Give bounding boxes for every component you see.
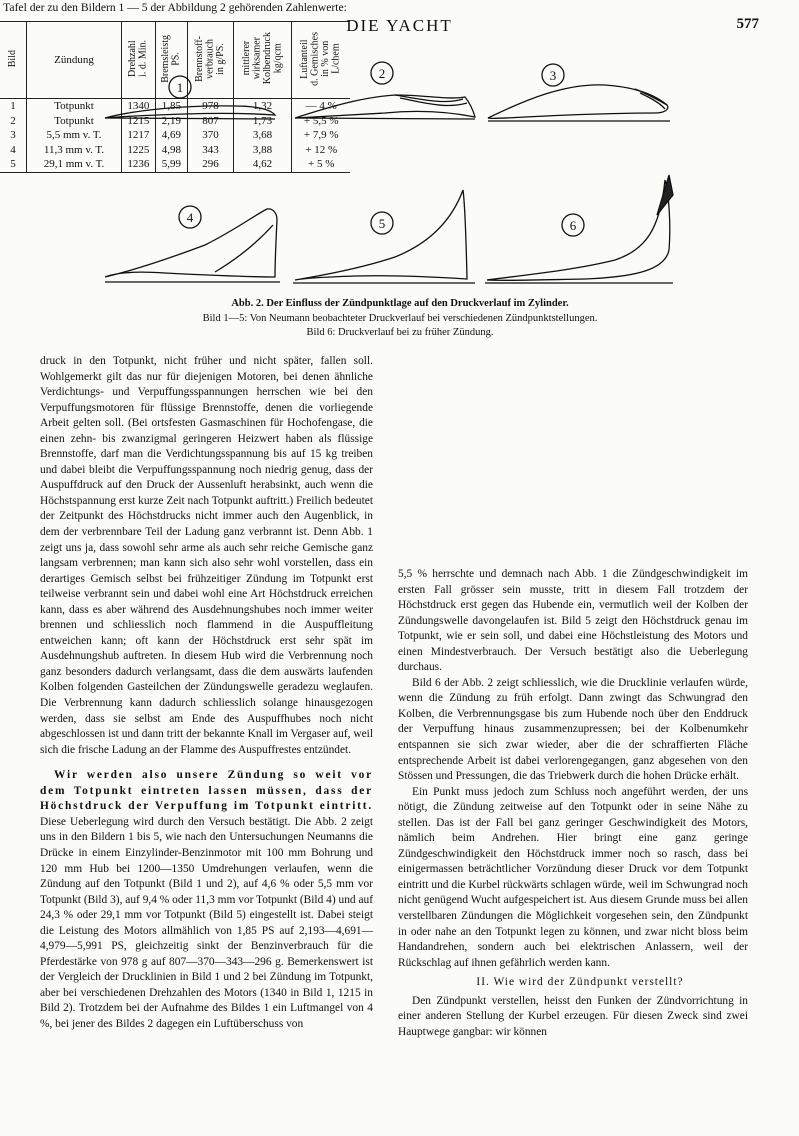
table-cell: 1,73 bbox=[233, 114, 292, 129]
section-heading: II. Wie wird der Zündpunkt verstellt? bbox=[476, 976, 684, 989]
paragraph bbox=[40, 768, 373, 1032]
diagram-5-curve bbox=[295, 190, 467, 280]
right-column bbox=[398, 567, 748, 1040]
table-cell: 4 bbox=[10, 143, 16, 156]
header-label: mittlerer wirksamer Kolbendruck kg/qcm bbox=[240, 32, 284, 85]
table-cell: 5,5 mm v. T. bbox=[27, 128, 122, 143]
table-cell: 1340 bbox=[122, 99, 156, 114]
left-column bbox=[40, 354, 373, 1033]
table-cell: 2,19 bbox=[155, 114, 187, 129]
diagram-1-label: 1 bbox=[176, 80, 184, 95]
diagram-5-label: 5 bbox=[378, 216, 386, 231]
diagram-2-baseline bbox=[295, 118, 475, 119]
table-cell: + 12 % bbox=[292, 143, 350, 158]
figure-caption bbox=[40, 297, 760, 341]
caption-line-2: Bild 1—5: Von Neumann beobachteter Druckverlauf bei verschiedenen Zündpunktstellungen. bbox=[202, 312, 598, 324]
diagram-6 bbox=[485, 175, 673, 283]
diagram-3 bbox=[488, 64, 670, 121]
table-cell: + 5 % bbox=[292, 157, 350, 172]
diagram-3-label: 3 bbox=[549, 68, 557, 83]
table-cell: 3,68 bbox=[233, 128, 292, 143]
diagram-4-curve-inner bbox=[215, 225, 273, 272]
header-label: Drehzahl i. d. Min. bbox=[126, 40, 149, 77]
diagram-3-curve bbox=[488, 85, 668, 119]
table-cell: 1,32 bbox=[233, 99, 292, 114]
header-label: Bild bbox=[6, 49, 18, 68]
table-cell: 29,1 mm v. T. bbox=[27, 157, 122, 172]
table-cell: 978 bbox=[188, 99, 234, 114]
paragraph: Bild 6 der Abb. 2 zeigt schliesslich, wie die Drucklinie verlaufen würde, wenn die Zündung zu früh erfolgt. Dann zwingt das Schwungrad den Kolben, die Verbrennungsgase bis zum Hubende noch über den Enddruck der Verpuffung hinaus zusammenzupressen; bei der Kolbenumkehr entspannen sie sich zwar wieder, aber die der schraffierten Fläche entsprechende Arbeit ist dabei verlorengegangen, ganz abgesehen von den Stössen und Pressungen, die das Triebwerk durch die hohen Drücke erhält. bbox=[398, 676, 748, 783]
table-cell: 4,69 bbox=[155, 128, 187, 143]
diagram-1-curve bbox=[105, 106, 275, 118]
paragraph: Ein Punkt muss jedoch zum Schluss noch angeführt werden, der uns nötigt, die Zündung zeitweise auf den Totpunkt oder in seine Nähe zu stellen. Das ist der Fall bei ganz geringer Geschwindigkeit des Motors, nämlich beim Andrehen. Hier bringt eine ganz geringe Zündgeschwindigkeit den Höchstdruck immer noch so rasch, dass bei einigermassen beträchtlicher Vorzündung dieser Druck vor dem Totpunkt eintritt und die Kurbel rückwärts schlagen würde, weil im Schwungrad noch nicht genügend Wucht aufgespeichert ist. Aus diesem Grunde muss bei allen verstellbaren Zündungen die Möglichkeit vorgesehen sein, den Zündpunkt in oder nahe an den Totpunkt legen zu können, und zwar nicht bloss beim Handandrehen, sondern auch bei elektrischen Anlassern, weil der Rückschlag auf ihnen gefährlich werden kann. bbox=[398, 785, 748, 969]
diagram-4 bbox=[105, 206, 280, 282]
table-cell: 5,99 bbox=[155, 157, 187, 172]
caption-line-3: Bild 6: Druckverlauf bei zu früher Zündung. bbox=[306, 327, 494, 338]
paragraph: Den Zündpunkt verstellen, heisst den Funken der Zündvorrichtung in einer anderen Stellung der Kurbel erzeugen. Für diesen Zweck sind zwei Hauptwege gangbar: wir können bbox=[398, 994, 748, 1038]
page-number: 577 bbox=[736, 16, 759, 32]
running-title: DIE YACHT bbox=[346, 16, 453, 35]
diagram-2-curve bbox=[295, 95, 475, 118]
table-cell: Totpunkt bbox=[27, 114, 122, 129]
header-label: Brennstoff- verbrauch in g/PS. bbox=[193, 35, 226, 82]
table-cell: 4,98 bbox=[155, 143, 187, 158]
paragraph: 5,5 % herrschte und demnach nach Abb. 1 die Zündgeschwindigkeit im ersten Fall grösser sein musste, tritt in diesem Fall trotzdem der Höchstdruck erst gegen das Hubende ein, vermutlich weil der Kolben der Zündungswelle davongelaufen ist. Bild 5 zeigt den Höchstdruck genau im Totpunkt, wie er sein soll, und dabei eine Höchstleistung des Motors und einen Mindestverbrauch. Der Versuch bestätigt also die Ueberlegung durchaus. bbox=[398, 568, 748, 674]
diagram-4-label: 4 bbox=[186, 210, 194, 225]
header-label: Bremsleistg PS. bbox=[159, 34, 182, 83]
header-label: Luftanteil d. Gemisches in % von L/chem bbox=[299, 31, 342, 86]
diagram-5 bbox=[293, 190, 475, 283]
table-cell: 1 bbox=[10, 100, 16, 113]
pressure-diagrams-figure bbox=[95, 55, 695, 295]
paragraph-text: Diese Ueberlegung wird durch den Versuch bestätigt. Die Abb. 2 zeigt uns in den Bildern 1 bis 5, wie nach den Untersuchungen Neumanns die Drücke in einem Einzylinder-Benzinmotor mit 100 mm Bohrung und 120 mm Hub bei 1200—1350 Umdrehungen verlaufen, wenn die Zündung auf den Totpunkt (Bild 1 und 2), auf 4,6 % oder 5,5 mm vor Totpunkt (Bild 3), auf 9,4 % oder 11,3 mm vor Totpunkt (Bild 4) und auf 24,3 % oder 29,1 mm vor Totpunkt (Bild 5) eingestellt ist. Dabei steigt die Leistung des Motors allmählich von 1,85 PS auf 2,193—4,691—4,979—5,991 PS, gleichzeitig sinkt der Benzinverbrauch für die Pferdestärke von 978 g auf 807—370—343—296 g. Bemerkenswert ist der Vergleich der Drucklinien in Bild 1 und 2 bei Zündung im Totpunkt, aber bei verschiedenen Drehzahlen des Motors (1340 in Bild 1, 1215 in Bild 2). Trotzdem bei der Aufnahme des Bildes 1 ein Luftmangel von 4 %, bei jener des Bildes 2 dagegen ein Luftüberschuss von bbox=[40, 815, 373, 1030]
diagram-2-label: 2 bbox=[378, 66, 386, 81]
table-cell: 370 bbox=[188, 128, 234, 143]
table-cell: 807 bbox=[188, 114, 234, 129]
table-cell: + 7,9 % bbox=[292, 128, 350, 143]
table-cell: 1,85 bbox=[155, 99, 187, 114]
diagram-6-curve bbox=[487, 180, 670, 280]
diagram-6-label: 6 bbox=[569, 218, 577, 233]
table-cell: 5 bbox=[0, 157, 27, 172]
caption-line-1: Abb. 2. Der Einfluss der Zündpunktlage auf den Druckverlauf im Zylinder. bbox=[231, 298, 569, 309]
table-cell: 1225 bbox=[122, 143, 156, 158]
table-cell: 1217 bbox=[122, 128, 156, 143]
table-cell: 1215 bbox=[122, 114, 156, 129]
table-cell: 343 bbox=[188, 143, 234, 158]
table-cell: 11,3 mm v. T. bbox=[27, 143, 122, 158]
diagram-3-curve-hatch bbox=[635, 89, 667, 109]
paragraph: druck in den Totpunkt, nicht früher und nicht später, fallen soll. Wohlgemerkt gilt das nur für diejenigen Motoren, bei denen ähnliche Verdichtungs- und Verpuffungsspannungen herrschen wie bei den Verpuffungsmotoren für flüssige Brennstoffe, denen die vorliegende Arbeit gelten soll. (Bei ortsfesten Gasmaschinen für Hochofengase, die einen zehn- bis zwanzigmal geringeren Heizwert haben als flüssige Brennstoffe, darf man die Verdichtungsspannung bis auf 15 kg treiben und dabei bleibt die Verpuffungsspannung noch niedrig genug, dass der Auspuffdruck auf den Druck der Aussenluft herabsinkt, auch wenn die Höchstspannung erst kurze Zeit nach Totpunkt auftritt.) Freilich bedeutet der Zeitpunkt des Höchstdrucks nicht immer auch den Augenblick, in dem der verbrennbare Teil der Ladung ganz verbrannt ist. Denn Abb. 1 zeigt uns ja, dass sowohl sehr arme als auch sehr reiche Gemische ganz langsam verbrennen; man kann sich also sehr wohl vorstellen, dass ein derartiges Gemisch selbst bei frühzeitiger Zündung im Totpunkt erst teilweise verbrannt sein und dabei wohl eine Art Höchstdruck erreichen kann, dass es aber während des Ausdehnungshubes noch immer weiter brennen und schliesslich noch flammend in die Auspuffleitung entweichen kann; oft kann der Höchstdruck erst sehr spät im Ausdehnungshub auftreten. In diesem Hub wird die Verbrennung noch ganz besonders dadurch verlangsamt, dass die dem auswärts laufenden Kolben folgenden Gasteilchen der Zündungswelle geradezu weglaufen. Die Verbrennung kann dadurch schliesslich solange hinausgezogen werden, dass sie selbst am Ende des Auspuffhubes noch nicht abgeschlossen ist und dann tritt der bekannte Knall im Vergaser auf, weil sich die frische Ladung an der Flamme des Auspuffrestes entzündet. bbox=[40, 355, 373, 756]
table-cell: — 4 % bbox=[292, 99, 350, 114]
table-cell: + 5,5 % bbox=[292, 114, 350, 129]
table-cell: 4,62 bbox=[233, 157, 292, 172]
emphasized-text: Wir werden also unsere Zündung so weit vor dem Totpunkt eintreten lassen müssen, dass der Höchstdruck der Verpuffung im Totpunkt eintritt. bbox=[40, 769, 373, 813]
column-header: Zündung bbox=[27, 22, 122, 99]
table-cell: 296 bbox=[188, 157, 234, 172]
diagram-1-baseline bbox=[105, 118, 275, 119]
table-cell: 2 bbox=[10, 114, 16, 127]
table-cell: 3,88 bbox=[233, 143, 292, 158]
table-cell: 3 bbox=[10, 129, 16, 142]
table-title: Tafel der zu den Bildern 1 — 5 der Abbildung 2 gehörenden Zahlenwerte: bbox=[3, 1, 347, 14]
table-cell: Totpunkt bbox=[27, 99, 122, 114]
table-cell: 1236 bbox=[122, 157, 156, 172]
